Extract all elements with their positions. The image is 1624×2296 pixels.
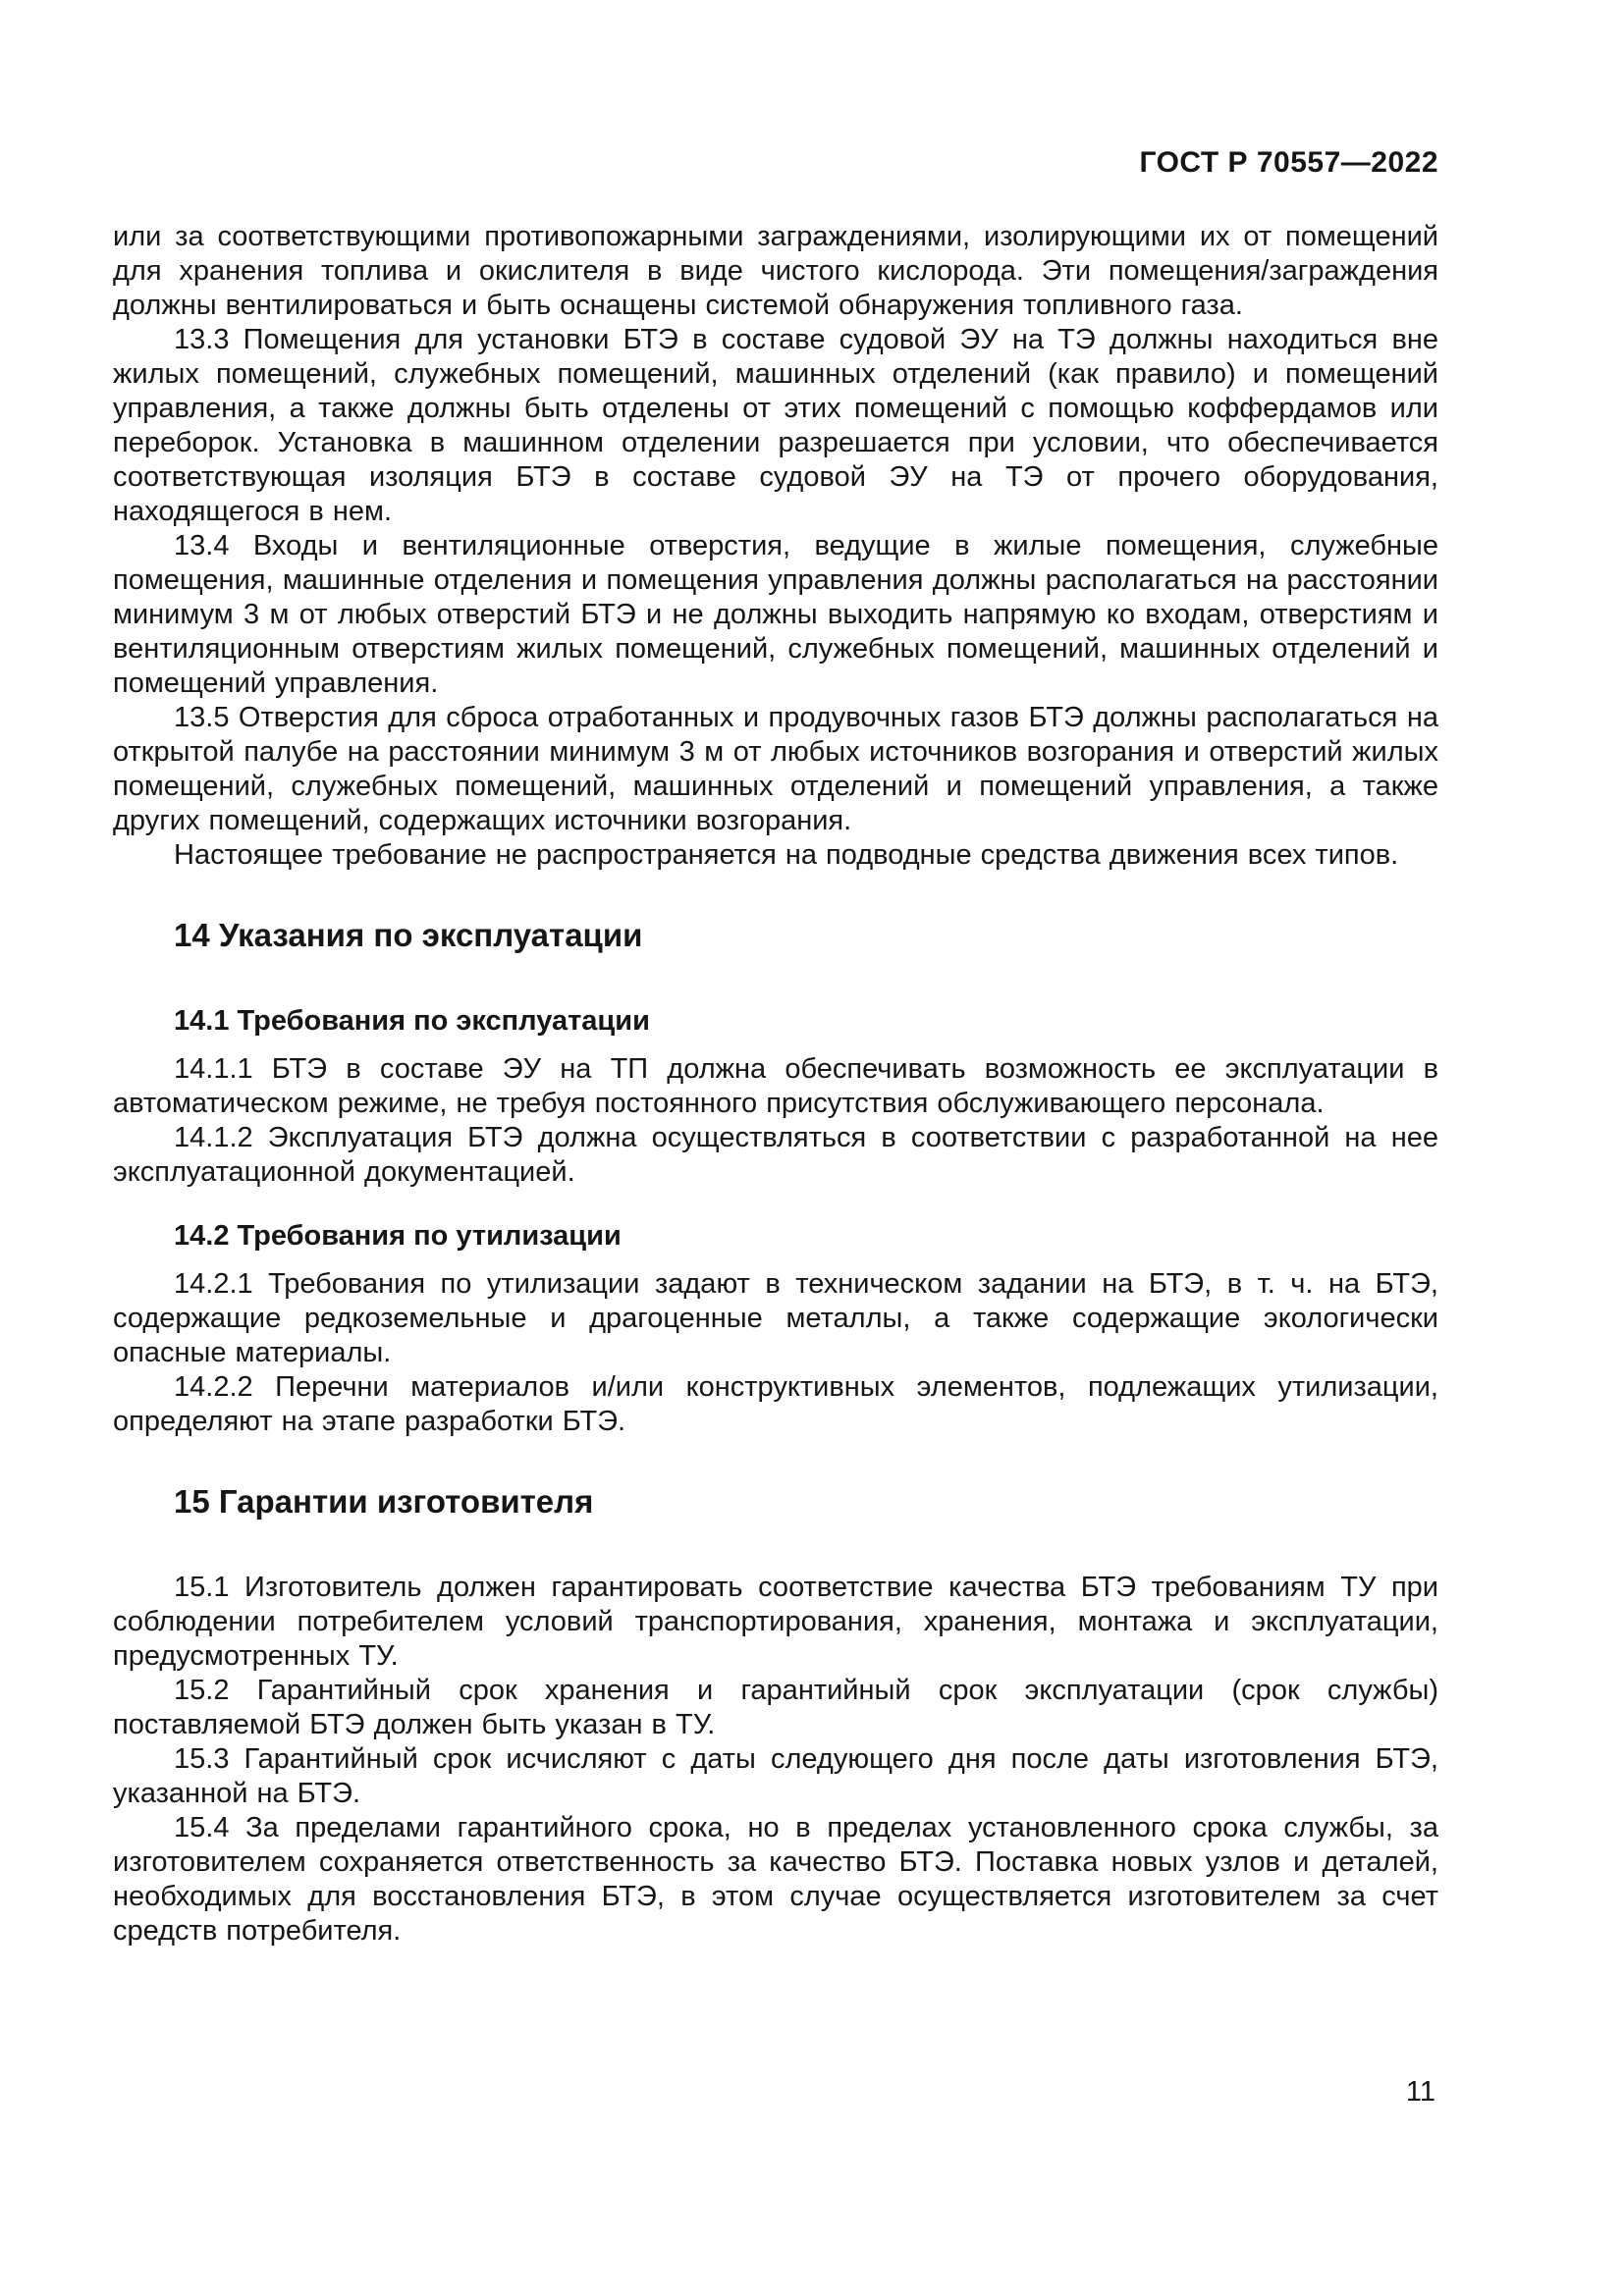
paragraph-15-2: 15.2 Гарантийный срок хранения и гарантийный срок эксплуатации (срок службы) поставляемой БТЭ должен быть указан в ТУ. bbox=[113, 1675, 1438, 1740]
subsection-heading-14-1: 14.1 Требования по эксплуатации bbox=[174, 1005, 650, 1037]
paragraph-13-3: 13.3 Помещения для установки БТЭ в составе судовой ЭУ на ТЭ должны находиться вне жилых помещений, служебных помещений, машинных отделений (как правило) и помещений управления, а также должны быть отделены от этих помещений с помощью коффердамов или переборок. Установка в машинном отделении разрешается при условии, что обеспечивается соответствующая изоляция БТЭ в составе судовой ЭУ на ТЭ от прочего оборудования, находящегося в нем. bbox=[113, 324, 1438, 527]
subsection-heading-14-2: 14.2 Требования по утилизации bbox=[174, 1220, 622, 1252]
page-number: 11 bbox=[1405, 2076, 1435, 2108]
paragraph-14-1-2: 14.1.2 Эксплуатация БТЭ должна осуществляться в соответствии с разработанной на нее эксплуатационной документацией. bbox=[113, 1122, 1438, 1188]
paragraph-14-1-1: 14.1.1 БТЭ в составе ЭУ на ТП должна обеспечивать возможность ее эксплуатации в автоматическом режиме, не требуя постоянного присутствия обслуживающего персонала. bbox=[113, 1053, 1438, 1119]
document-code-header: ГОСТ Р 70557—2022 bbox=[1139, 146, 1438, 179]
paragraph-15-4: 15.4 За пределами гарантийного срока, но в пределах установленного срока службы, за изготовителем сохраняется ответственность за качество БТЭ. Поставка новых узлов и деталей, необходимых для восстановления БТЭ, в этом случае осуществляется изготовителем за счет средств потребителя. bbox=[113, 1812, 1438, 1947]
section-heading-15: 15 Гарантии изготовителя bbox=[174, 1483, 594, 1520]
paragraph-13-4: 13.4 Входы и вентиляционные отверстия, ведущие в жилые помещения, служебные помещения, машинные отделения и помещения управления должны располагаться на расстоянии минимум 3 м от любых отверстий БТЭ и не должны выходить напрямую ко входам, отверстиям и вентиляционным отверстиям жилых помещений, служебных помещений, машинных отделений и помещений управления. bbox=[113, 530, 1438, 699]
section-heading-14: 14 Указания по эксплуатации bbox=[174, 917, 643, 953]
paragraph-13-5-note: Настоящее требование не распространяется на подводные средства движения всех типов. bbox=[174, 839, 1399, 871]
paragraph-14-2-2: 14.2.2 Перечни материалов и/или конструктивных элементов, подлежащих утилизации, определяют на этапе разработки БТЭ. bbox=[113, 1371, 1438, 1437]
paragraph-intro-continuation: или за соответствующими противопожарными заграждениями, изолирующими их от помещений для хранения топлива и окислителя в виде чистого кислорода. Эти помещения/заграждения должны вентилироваться и быть оснащены системой обнаружения топливного газа. bbox=[113, 221, 1438, 321]
page-content bbox=[113, 145, 1438, 1949]
paragraph-15-1: 15.1 Изготовитель должен гарантировать соответствие качества БТЭ требованиям ТУ при соблюдении потребителем условий транспортирования, хранения, монтажа и эксплуатации, предусмотренных ТУ. bbox=[113, 1572, 1438, 1672]
paragraph-13-5: 13.5 Отверстия для сброса отработанных и продувочных газов БТЭ должны располагаться на открытой палубе на расстоянии минимум 3 м от любых источников возгорания и отверстий жилых помещений, служебных помещений, машинных отделений и помещений управления, а также других помещений, содержащих источники возгорания. bbox=[113, 702, 1438, 836]
paragraph-14-2-1: 14.2.1 Требования по утилизации задают в техническом задании на БТЭ, в т. ч. на БТЭ, содержащие редкоземельные и драгоценные металлы, а также содержащие экологически опасные материалы. bbox=[113, 1268, 1438, 1368]
paragraph-15-3: 15.3 Гарантийный срок исчисляют с даты следующего дня после даты изготовления БТЭ, указанной на БТЭ. bbox=[113, 1743, 1438, 1809]
